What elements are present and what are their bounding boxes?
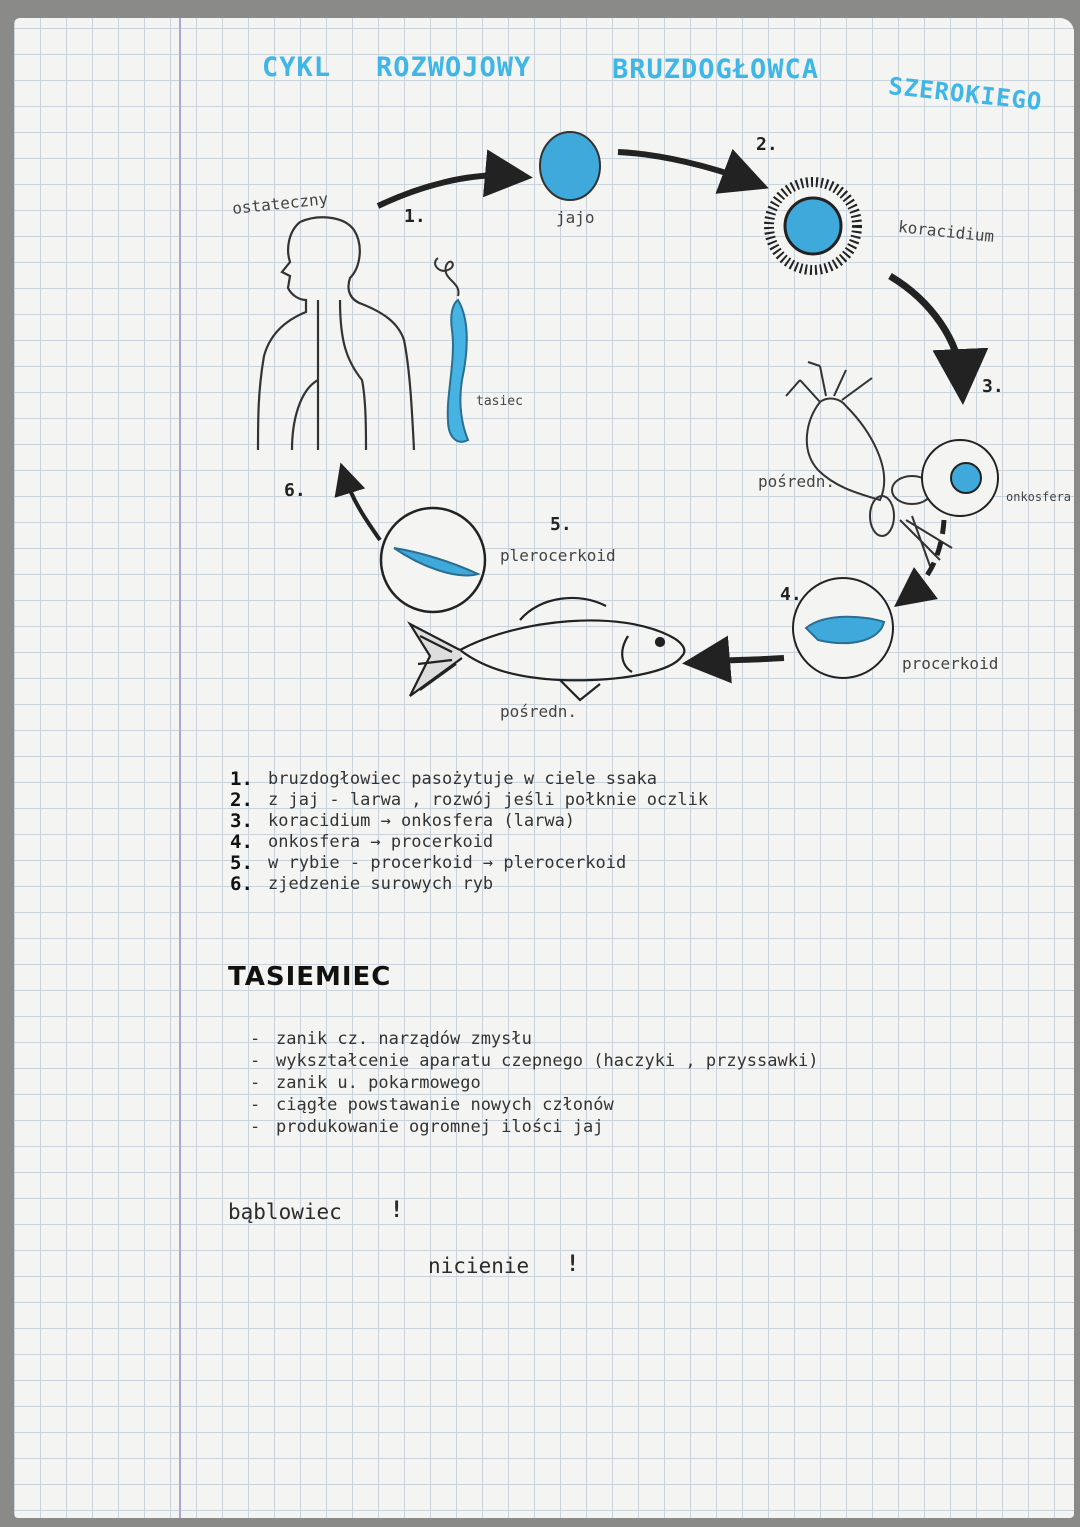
title-word-1: CYKL [262, 52, 332, 83]
bullet-text: produkowanie ogromnej ilości jaj [276, 1117, 604, 1137]
step-number: 3. [230, 809, 253, 832]
list-item [230, 831, 708, 852]
step-number: 6. [230, 872, 253, 895]
step-text: w rybie - procerkoid → plerocerkoid [268, 852, 627, 873]
title-word-4: SZEROKIEGO [887, 72, 1044, 116]
coracidium-drawing [769, 182, 857, 270]
step-text: zjedzenie surowych ryb [268, 873, 494, 894]
note-nicienie: nicienie [428, 1254, 530, 1278]
title-word-3: BRUZDOGŁOWCA [612, 54, 820, 85]
diagram-step-6: 6. [284, 480, 306, 501]
arrow-5 [700, 658, 784, 662]
list-item [230, 852, 708, 873]
list-item: - produkowanie ogromnej ilości jaj [250, 1117, 604, 1137]
diagram-step-1: 1. [404, 206, 426, 227]
label-intermediate-1: pośredn. [758, 472, 836, 491]
step-number: 2. [230, 788, 253, 811]
label-tapeworm: tasiec [476, 394, 523, 409]
arrow-1 [378, 175, 515, 206]
tapeworm-heading: TASIEMIEC [228, 962, 392, 992]
tapeworm-bullets [250, 1028, 818, 1138]
note-babloweic-mark: ! [390, 1198, 404, 1223]
human-host-drawing [258, 217, 414, 450]
list-item [230, 768, 708, 789]
title-word-2: ROZWOJOWY [376, 52, 532, 83]
bullet-text: wykształcenie aparatu czepnego (haczyki , przyssawki) [276, 1051, 819, 1071]
arrow-2 [618, 152, 752, 182]
tapeworm-drawing [435, 258, 468, 442]
label-plerocercoid: plerocerkoid [500, 546, 616, 565]
diagram-step-2: 2. [756, 134, 778, 155]
list-item [230, 810, 708, 831]
step-text: koracidium → onkosfera (larwa) [268, 810, 576, 831]
diagram-step-5: 5. [550, 514, 572, 535]
step-number: 1. [230, 767, 253, 790]
bullet-text: zanik u. pokarmowego [276, 1073, 481, 1093]
label-host: ostateczny [231, 189, 330, 218]
diagram-step-3: 3. [982, 376, 1004, 397]
step-number: 4. [230, 830, 253, 853]
label-egg: jajo [556, 208, 595, 227]
bullet-text: ciągłe powstawanie nowych członów [276, 1095, 614, 1115]
label-procercoid: procerkoid [902, 654, 999, 673]
step-text: onkosfera → procerkoid [268, 831, 494, 852]
note-nicienie-mark: ! [566, 1252, 580, 1277]
diagram-step-4: 4. [780, 584, 802, 605]
step-number: 5. [230, 851, 253, 874]
fish-drawing [410, 598, 684, 700]
list-item: - ciągłe powstawanie nowych członów [250, 1095, 614, 1115]
arrow-3 [890, 276, 962, 384]
step-text: bruzdogłowiec pasożytuje w ciele ssaka [268, 768, 657, 789]
label-intermediate-2: pośredn. [500, 702, 578, 721]
steps-list [230, 768, 708, 894]
label-oncosphere: onkosfera [1006, 490, 1072, 504]
list-item: - wykształcenie aparatu czepnego (haczyki , przyssawki) [250, 1051, 819, 1071]
list-item: - zanik u. pokarmowego [250, 1073, 481, 1093]
arrow-6 [344, 474, 380, 540]
step-text: z jaj - larwa , rozwój jeśli połknie oczlik [268, 789, 709, 810]
egg-drawing [540, 132, 600, 200]
note-babloweic: bąblowiec [228, 1200, 342, 1224]
plerocercoid-drawing [381, 508, 485, 612]
bullet-text: zanik cz. narządów zmysłu [276, 1029, 532, 1049]
list-item: - zanik cz. narządów zmysłu [250, 1029, 532, 1049]
list-item [230, 789, 708, 810]
list-item [230, 873, 708, 894]
procercoid-drawing [793, 578, 893, 678]
label-coracidium: koracidium [897, 217, 996, 246]
oncosphere-drawing [922, 440, 998, 516]
